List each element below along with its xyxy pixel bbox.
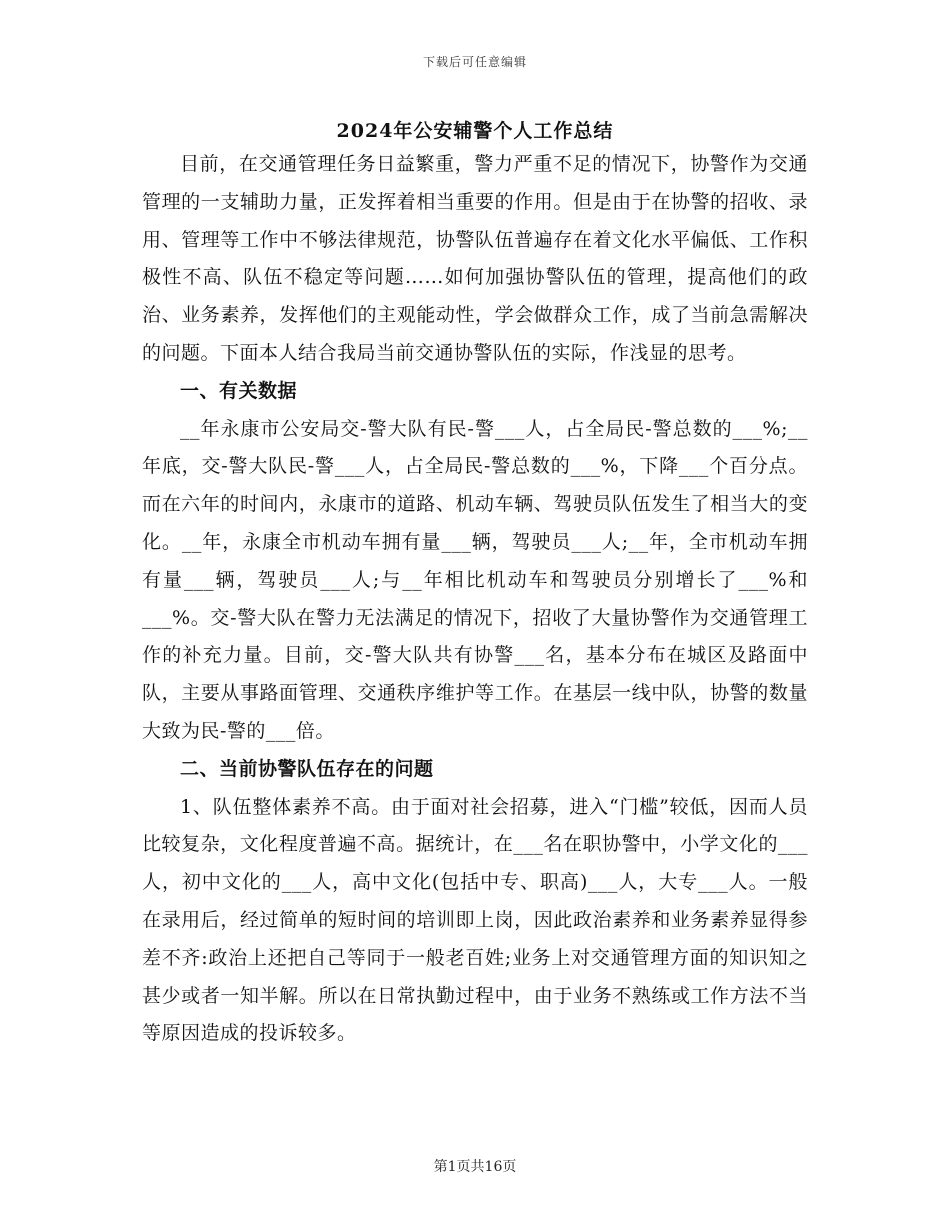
problems-paragraph: 1、队伍整体素养不高。由于面对社会招募，进入“门槛”较低，因而人员比较复杂，文化程度普遍不高。据统计，在___名在职协警中，小学文化的___人，初中文化的___人，高中文化(包括中专、职高)___人，大专___人。一般在录用后，经过简单的短时间的培训即上岗，因此政治素养和业务素养显得参差不齐:政治上还把自己等同于一般老百姓;业务上对交通管理方面的知识知之甚少或者一知半解。所以在日常执勤过程中，由于业务不熟练或工作方法不当等原因造成的投诉较多。	[142, 795, 808, 1045]
document-body	[142, 146, 808, 1053]
section-heading-data: 一、有关数据	[180, 379, 298, 402]
page-header-note: 下载后可任意编辑	[422, 55, 527, 69]
data-paragraph: __年永康市公安局交-警大队有民-警___人，占全局民-警总数的___%;__年底，交-警大队民-警___人，占全局民-警总数的___%，下降___个百分点。而在六年的时间内，永康市的道路、机动车辆、驾驶员队伍发生了相当大的变化。__年，永康全市机动车拥有量___辆，驾驶员___人;__年，全市机动车拥有量___辆，驾驶员___人;与__年相比机动车和驾驶员分别增长了___%和___%。交-警大队在警力无法满足的情况下，招收了大量协警作为交通管理工作的补充力量。目前，交-警大队共有协警___名，基本分布在城区及路面中队，主要从事路面管理、交通秩序维护等工作。在基层一线中队，协警的数量大致为民-警的___倍。	[142, 417, 808, 742]
page-number: 第1页共16页	[433, 1159, 517, 1175]
document-title: 2024年公安辅警个人工作总结	[336, 120, 614, 142]
intro-paragraph: 目前，在交通管理任务日益繁重，警力严重不足的情况下，协警作为交通管理的一支辅助力量，正发挥着相当重要的作用。但是由于在协警的招收、录用、管理等工作中不够法律规范，协警队伍普遍存在着文化水平偏低、工作积极性不高、队伍不稳定等问题……如何加强协警队伍的管理，提高他们的政治、业务素养，发挥他们的主观能动性，学会做群众工作，成了当前急需解决的问题。下面本人结合我局当前交通协警队伍的实际，作浅显的思考。	[142, 153, 808, 364]
section-heading-problems: 二、当前协警队伍存在的问题	[180, 757, 434, 780]
